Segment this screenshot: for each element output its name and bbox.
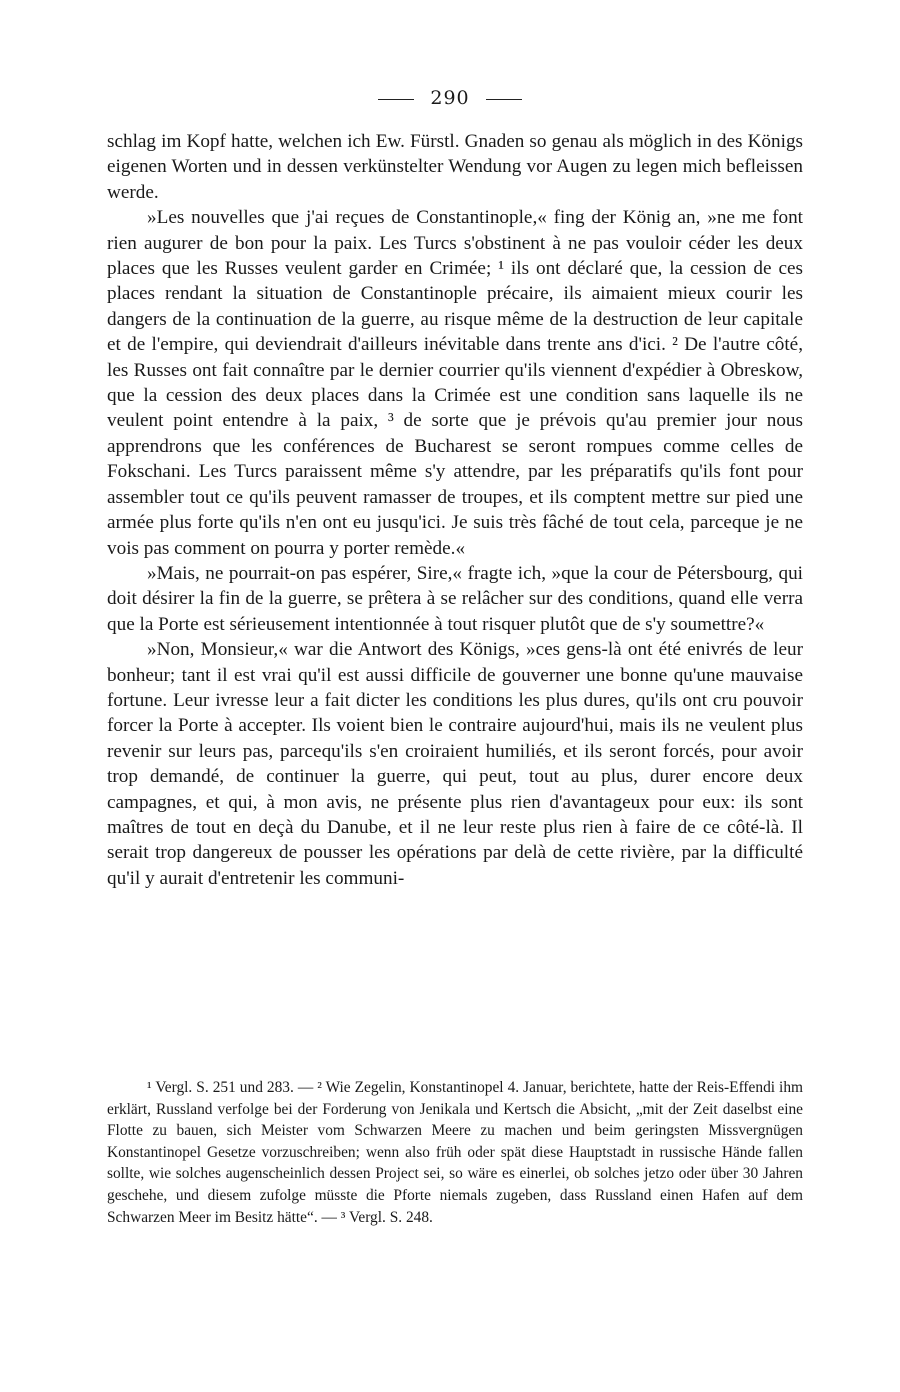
header-rule-right bbox=[486, 99, 522, 100]
page-header bbox=[0, 86, 900, 110]
footnotes bbox=[107, 1077, 803, 1228]
paragraph-question: »Mais, ne pourrait-on pas espérer, Sire,« fragte ich, »que la cour de Pétersbourg, qui doit désirer la fin de la guerre, se prêtera à se relâcher sur des conditions, quand elle verra que la Porte est sérieusement intentionnée à tout risquer plutôt que de s'y soumettre?« bbox=[107, 562, 803, 635]
footnote-text: ¹ Vergl. S. 251 und 283. — ² Wie Zegelin, Konstantinopel 4. Januar, berichtete, hatte der Reis-Effendi ihm erklärt, Russland verfolge bei der Forderung von Jenikala und Kertsch die Absicht, „mit der Zeit daselbst eine Flotte zu bauen, sich Meister vom Schwarzen Meere zu machen und beim geringsten Missvergnügen Konstantinopel Gesetze vorzuschreiben; wenn also früh oder spät diese Hauptstadt in russische Hände fallen sollte, wie solches augenscheinlich dessen Project sei, so wäre es einerlei, ob solches jetzo oder über 30 Jahren geschehe, und diesem zufolge müsste die Pforte niemals zugeben, dass Russland einen Hafen auf dem Schwarzen Meer im Besitz hätte“. — ³ Vergl. S. 248. bbox=[107, 1079, 803, 1226]
paragraph-king-speech: »Les nouvelles que j'ai reçues de Constantinople,« fing der König an, »ne me font rien augurer de bon pour la paix. Les Turcs s'obstinent à ne pas vouloir céder les deux places que les Russes veulent garder en Crimée; ¹ ils ont déclaré que, la cession de ces places rendant la situation de Constantinople précaire, ils aimaient mieux courir les dangers de la continuation de la guerre, au risque même de la destruction de leur capitale et de l'empire, qui deviendrait d'ailleurs inévitable dans trente ans d'ici. ² De l'autre côté, les Russes ont fait connaître par le dernier courrier qu'ils viennent d'expédier à Obreskow, que la cession des deux places dans la Crimée est une condition sans laquelle ils ne veulent point entendre à la paix, ³ de sorte que je prévois qu'au premier jour nous apprendrons que les conférences de Bucharest se seront rompues comme celles de Fokschani. Les Turcs paraissent même s'y attendre, par les préparatifs qu'ils font pour assembler tout ce qu'ils peuvent ramasser de troupes, et ils comptent mettre sur pied une armée plus forte qu'ils n'en ont eu jusqu'ici. Je suis très fâché de tout cela, parceque je ne vois pas comment on pourra y porter remède.« bbox=[107, 207, 803, 559]
paragraph-king-answer: »Non, Monsieur,« war die Antwort des Königs, »ces gens-là ont été enivrés de leur bonheur; tant il est vrai qu'il est aussi difficile de gouverner une bonne qu'une mauvaise fortune. Leur ivresse leur a fait dicter les conditions les plus dures, qu'ils ont cru pouvoir forcer la Porte à accepter. Ils voient bien le contraire aujourd'hui, mais ils ne veulent plus revenir sur leurs pas, parcequ'ils s'en croiraient humiliés, et ils seront forcés, pour avoir trop demandé, de continuer la guerre, qui peut, tout au plus, durer encore deux campagnes, et qui, à mon avis, ne présente plus rien d'avantageux pour eux: ils sont maîtres de tout en deçà du Danube, et il ne leur reste plus rien à faire de ce côté-là. Il serait trop dangereux de pousser les opérations par delà de cette rivière, par la difficulté qu'il y aurait d'entretenir les communi- bbox=[107, 639, 803, 889]
header-rule-left bbox=[378, 99, 414, 100]
main-text bbox=[107, 129, 803, 891]
paragraph-continuation: schlag im Kopf hatte, welchen ich Ew. Fürstl. Gnaden so genau als möglich in des Königs eigenen Worten und in dessen verkünstelter Wendung vor Augen zu legen mich befleissen werde. bbox=[107, 131, 803, 203]
page-number: 290 bbox=[430, 87, 470, 109]
